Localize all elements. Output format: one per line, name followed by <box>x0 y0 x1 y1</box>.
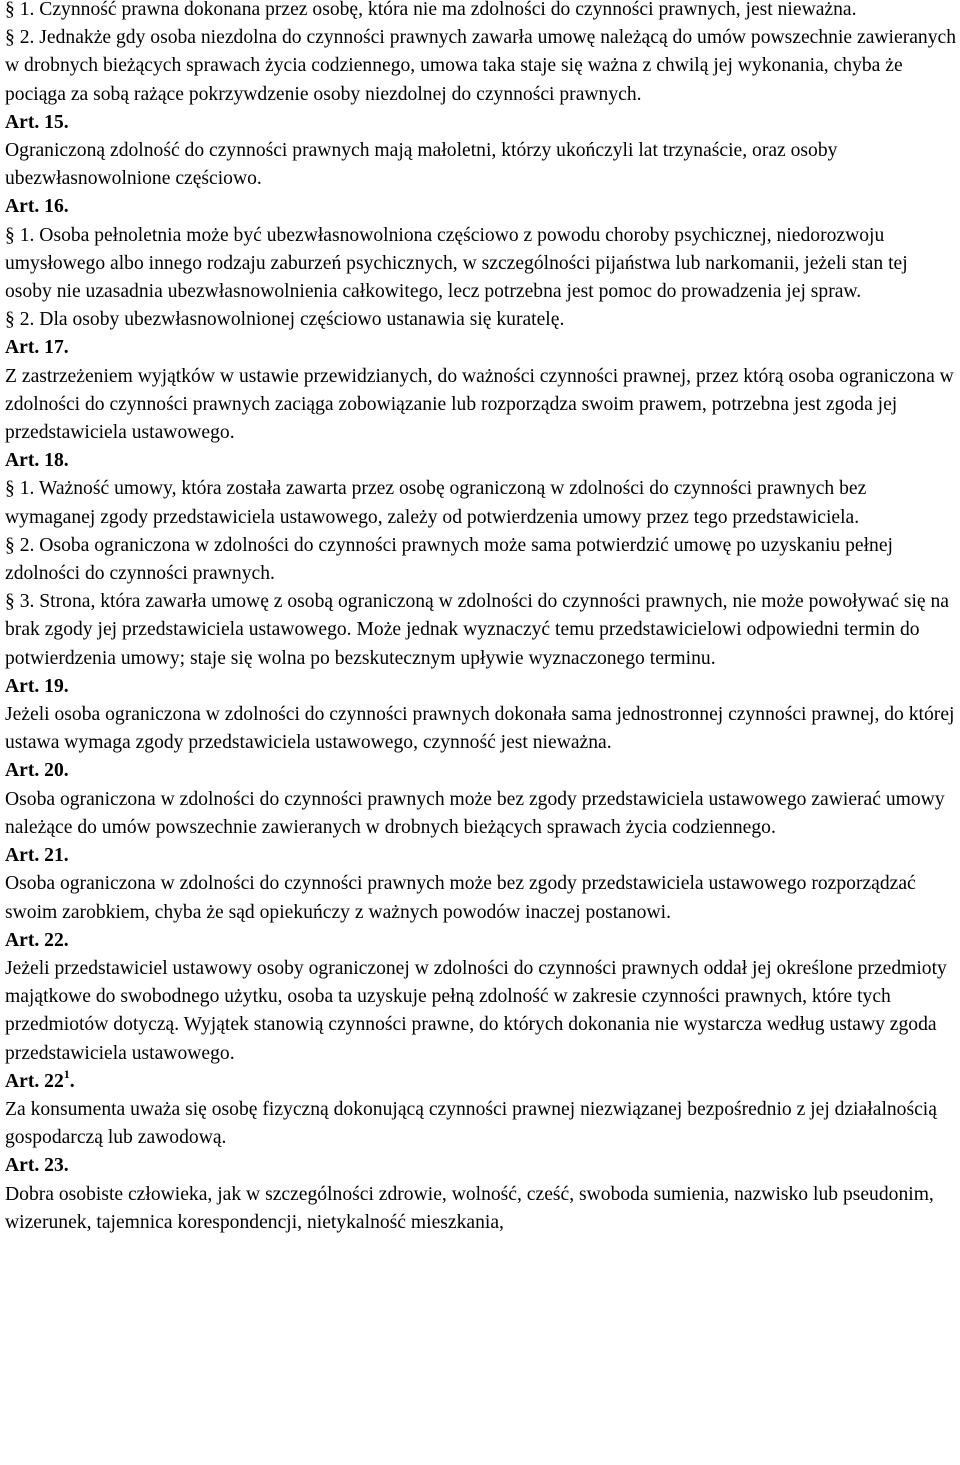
paragraph-art23: Dobra osobiste człowieka, jak w szczególności zdrowie, wolność, cześć, swoboda sumienia, nazwisko lub pseudonim, wizerunek, tajemnica korespondencji, nietykalność mieszkania, <box>5 1183 934 1233</box>
article-heading-22-1-main: Art. 22 <box>5 1070 64 1092</box>
article-heading-17: Art. 17. <box>5 337 69 359</box>
article-heading-22: Art. 22. <box>5 929 69 951</box>
paragraph-art21: Osoba ograniczona w zdolności do czynności prawnych może bez zgody przedstawiciela ustawowego rozporządzać swoim zarobkiem, chyba że sąd opiekuńczy z ważnych powodów inaczej postanowi. <box>5 873 916 923</box>
article-heading-15: Art. 15. <box>5 111 69 133</box>
paragraph-art22-1: Za konsumenta uważa się osobę fizyczną dokonującą czynności prawnej niezwiązanej bezpośrednio z jej działalnością gospodarczą lub zawodową. <box>5 1098 937 1149</box>
paragraph-art15: Ograniczoną zdolność do czynności prawnych mają małoletni, którzy ukończyli lat trzynaście, oraz osoby ubezwłasnowolnione częściowo. <box>5 140 838 190</box>
article-heading-19: Art. 19. <box>5 675 69 697</box>
paragraph-art20: Osoba ograniczona w zdolności do czynności prawnych może bez zgody przedstawiciela ustawowego zawierać umowy należące do umów powszechnie zawieranych w drobnych bieżących sprawach życia codziennego. <box>5 788 945 838</box>
article-heading-20: Art. 20. <box>5 760 69 782</box>
paragraph-art18-s1: § 1. Ważność umowy, która została zawarta przez osobę ograniczoną w zdolności do czynności prawnych bez wymaganej zgody przedstawiciela ustawowego, zależy od potwierdzenia umowy przez tego przedstawiciela. <box>5 478 867 528</box>
article-heading-16: Art. 16. <box>5 196 69 218</box>
article-heading-18: Art. 18. <box>5 450 69 472</box>
paragraph-art17: Z zastrzeżeniem wyjątków w ustawie przewidzianych, do ważności czynności prawnej, przez którą osoba ograniczona w zdolności do czynności prawnych zaciąga zobowiązanie lub rozporządza swoim prawem, potrzebna jest zgoda jej przedstawiciela ustawowego. <box>5 365 954 444</box>
article-heading-22-1-period: . <box>69 1070 75 1092</box>
paragraph-art14-s2: § 2. Jednakże gdy osoba niezdolna do czynności prawnych zawarła umowę należącą do umów powszechnie zawieranych w drobnych bieżących sprawach życia codziennego, umowa taka staje się ważna z chwilą jej wykonania, chyba że pociąga za sobą rażące pokrzywdzenie osoby niezdolnej do czynności prawnych. <box>5 27 957 105</box>
paragraph-art18-s3: § 3. Strona, która zawarła umowę z osobą ograniczoną w zdolności do czynności prawnych, nie może powoływać się na brak zgody jej przedstawiciela ustawowego. Może jednak wyznaczyć temu przedstawicielowi odpowiedni termin do potwierdzenia umowy; staje się wolna po bezskutecznym upływie wyznaczonego terminu. <box>5 591 950 669</box>
paragraph-art14-s1: § 1. Czynność prawna dokonana przez osobę, która nie ma zdolności do czynności prawnych, jest nieważna. <box>5 0 857 20</box>
article-heading-23: Art. 23. <box>5 1155 69 1177</box>
paragraph-art22: Jeżeli przedstawiciel ustawowy osoby ograniczonej w zdolności do czynności prawnych oddał jej określone przedmioty majątkowe do swobodnego użytku, osoba ta uzyskuje pełną zdolność w zakresie czynności prawnych, które tych przedmiotów dotyczą. Wyjątek stanowią czynności prawne, do których dokonania nie wystarcza według ustawy zgoda przedstawiciela ustawowego. <box>5 957 947 1064</box>
article-heading-22-1-superscript: 1 <box>63 1067 70 1082</box>
paragraph-art19: Jeżeli osoba ograniczona w zdolności do czynności prawnych dokonała sama jednostronnej czynności prawnej, do której ustawa wymaga zgody przedstawiciela ustawowego, czynność jest nieważna. <box>5 704 955 754</box>
paragraph-art18-s2: § 2. Osoba ograniczona w zdolności do czynności prawnych może sama potwierdzić umowę po uzyskaniu pełnej zdolności do czynności prawnych. <box>5 534 893 585</box>
paragraph-art16-s1: § 1. Osoba pełnoletnia może być ubezwłasnowolniona częściowo z powodu choroby psychicznej, niedorozwoju umysłowego albo innego rodzaju zaburzeń psychicznych, w szczególności pijaństwa lub narkomanii, jeżeli stan tej osoby nie uzasadnia ubezwłasnowolnienia całkowitego, lecz potrzebna jest pomoc do prowadzenia jej spraw. <box>5 224 908 303</box>
article-heading-22-1 <box>5 1068 958 1096</box>
article-heading-21: Art. 21. <box>5 845 69 867</box>
paragraph-art16-s2: § 2. Dla osoby ubezwłasnowolnionej częściowo ustanawia się kuratelę. <box>5 309 565 331</box>
